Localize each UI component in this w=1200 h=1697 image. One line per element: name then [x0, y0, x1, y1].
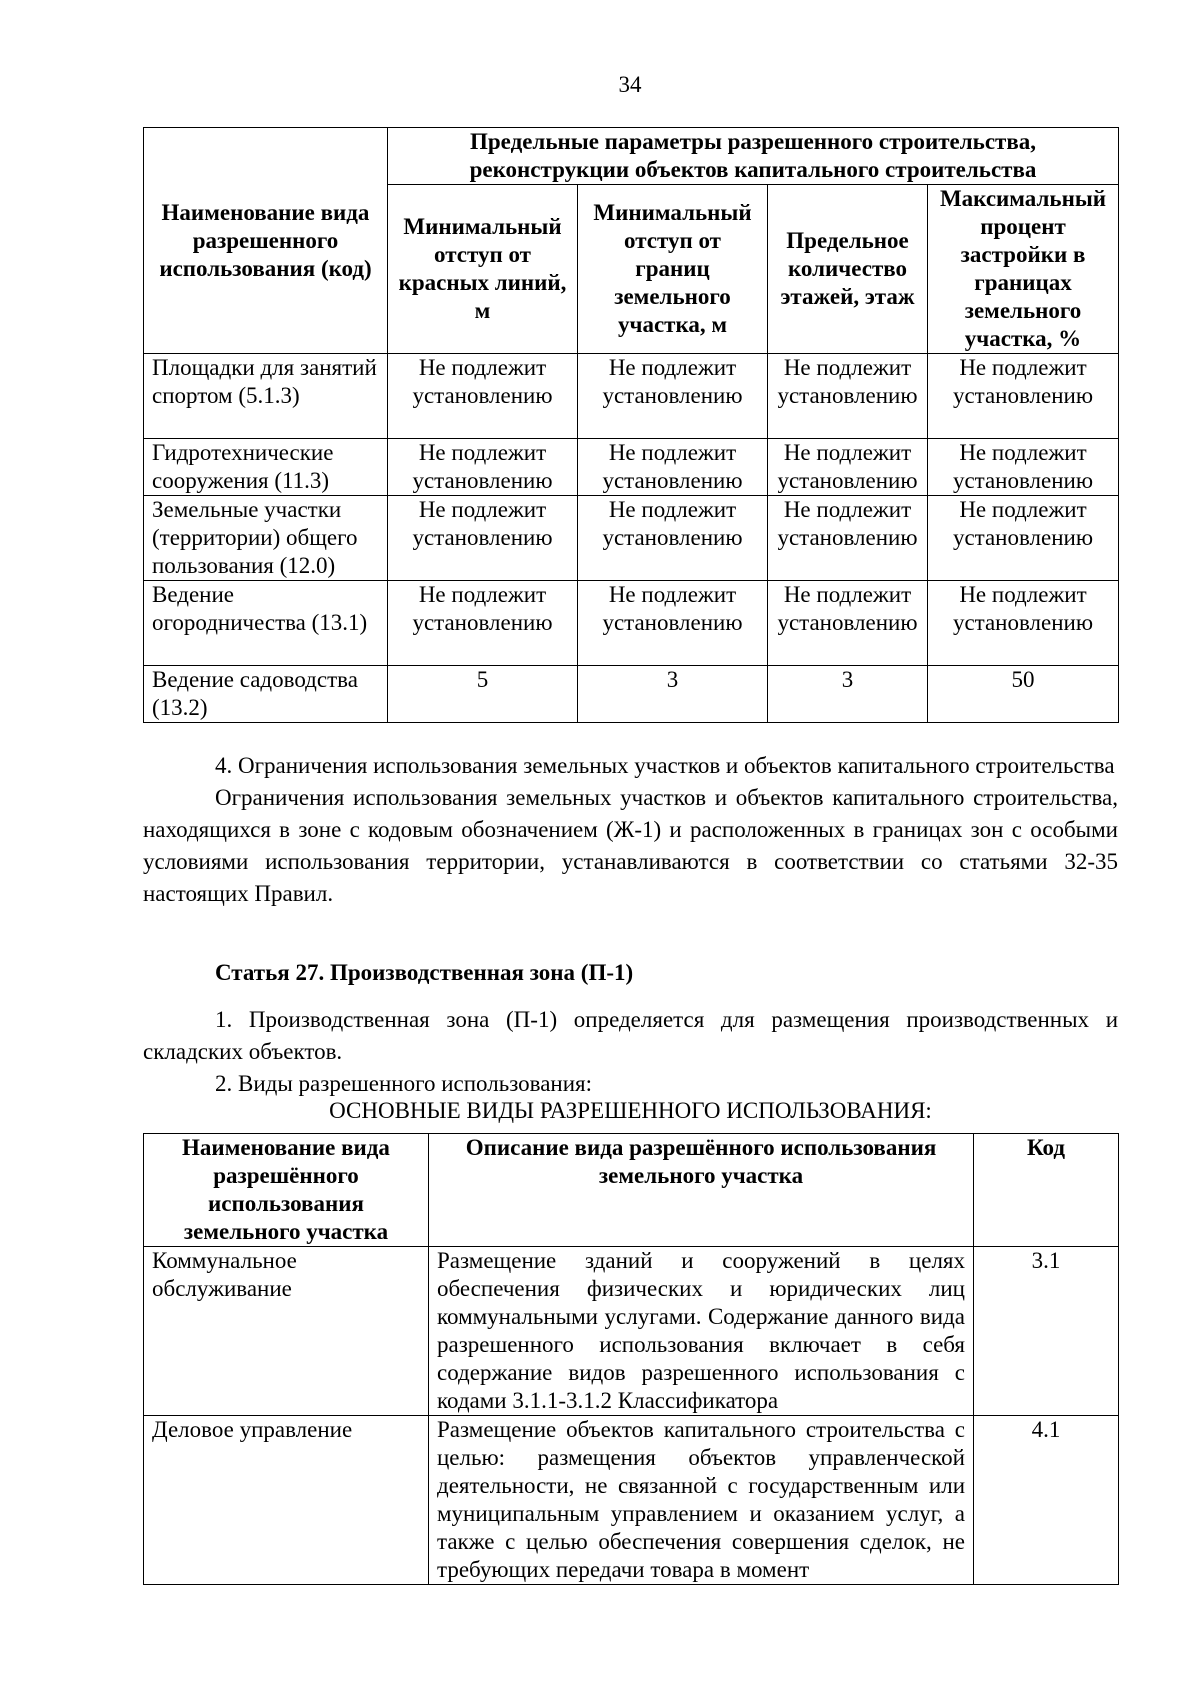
row-name: Гидротехнические сооружения (11.3): [144, 439, 388, 496]
row-value: Не подлежит установлению: [768, 439, 928, 496]
header-col-red-lines: Минимальный отступ от красных линий, м: [388, 185, 578, 354]
header-col-coverage: Максимальный процент застройки в границах земельного участка, %: [928, 185, 1119, 354]
row-value: 5: [388, 666, 578, 723]
row-name: Ведение садоводства (13.2): [144, 666, 388, 723]
row-name: Площадки для занятий спортом (5.1.3): [144, 354, 388, 439]
section-4-text: Ограничения использования земельных участков и объектов капитального строительства, находящихся в зоне с кодовым обозначением (Ж-1) и расположенных в границах зон с особыми условиями использования территории, устанавливаются в соответствии со статьями 32-35 настоящих Правил.: [143, 785, 1118, 906]
row-value: 3: [578, 666, 768, 723]
row-value: Не подлежит установлению: [768, 354, 928, 439]
header-use-code: Код: [974, 1134, 1119, 1247]
row-name: Земельные участки (территории) общего пользования (12.0): [144, 496, 388, 581]
table-row: [144, 496, 1119, 581]
row-value: Не подлежит установлению: [578, 496, 768, 581]
row-value: 50: [928, 666, 1119, 723]
row-value: Не подлежит установлению: [928, 496, 1119, 581]
row-value: Не подлежит установлению: [578, 439, 768, 496]
header-use-description: Описание вида разрешённого использования земельного участка: [429, 1134, 974, 1247]
header-col-floors: Предельное количество этажей, этаж: [768, 185, 928, 354]
table-row: [144, 666, 1119, 723]
header-group: Предельные параметры разрешенного строительства, реконструкции объектов капитального строительства: [388, 128, 1119, 185]
table-row: [144, 1247, 1119, 1416]
row-value: Не подлежит установлению: [388, 354, 578, 439]
row-value: Не подлежит установлению: [578, 354, 768, 439]
paragraph-1: 1. Производственная зона (П-1) определяется для размещения производственных и складских объектов.: [143, 1007, 1118, 1064]
row-value: Не подлежит установлению: [388, 496, 578, 581]
table-row: [144, 439, 1119, 496]
paragraph-2: 2. Виды разрешенного использования:: [215, 1071, 592, 1096]
use-code: 3.1: [974, 1247, 1119, 1416]
row-value: Не подлежит установлению: [928, 439, 1119, 496]
parameters-table: [143, 127, 1119, 723]
header-use-name: Наименование вида разрешённого использования земельного участка: [144, 1134, 429, 1247]
header-name: Наименование вида разрешенного использования (код): [144, 128, 388, 354]
row-value: Не подлежит установлению: [768, 496, 928, 581]
row-name: Ведение огородничества (13.1): [144, 581, 388, 666]
section-4: [143, 750, 1118, 910]
row-value: Не подлежит установлению: [928, 581, 1119, 666]
row-value: Не подлежит установлению: [388, 439, 578, 496]
table-row: [144, 354, 1119, 439]
row-value: Не подлежит установлению: [578, 581, 768, 666]
table2-caption: ОСНОВНЫЕ ВИДЫ РАЗРЕШЕННОГО ИСПОЛЬЗОВАНИЯ:: [329, 1098, 932, 1123]
article-title: Статья 27. Производственная зона (П-1): [215, 960, 634, 985]
row-value: Не подлежит установлению: [928, 354, 1119, 439]
use-code: 4.1: [974, 1416, 1119, 1585]
table-row: [144, 1416, 1119, 1585]
row-value: Не подлежит установлению: [768, 581, 928, 666]
use-description: Размещение объектов капитального строительства с целью: размещения объектов управленческой деятельности, не связанной с государственным или муниципальным управлением и оказанием услуг, а также с целью обеспечения совершения сделок, не требующих передачи товара в момент: [429, 1416, 974, 1585]
page-number: 34: [618, 72, 642, 97]
use-description: Размещение зданий и сооружений в целях обеспечения физических и юридических лиц коммунальными услугами. Содержание данного вида разрешенного использования включает в себя содержание видов разрешенного использования с кодами 3.1.1-3.1.2 Классификатора: [429, 1247, 974, 1416]
article-body: [143, 1004, 1118, 1100]
row-value: Не подлежит установлению: [388, 581, 578, 666]
permitted-uses-table: [143, 1133, 1119, 1585]
use-name: Коммунальное обслуживание: [144, 1247, 429, 1416]
header-col-boundaries: Минимальный отступ от границ земельного участка, м: [578, 185, 768, 354]
table-row: [144, 581, 1119, 666]
use-name: Деловое управление: [144, 1416, 429, 1585]
section-4-title: 4. Ограничения использования земельных участков и объектов капитального строительства: [215, 753, 1115, 778]
row-value: 3: [768, 666, 928, 723]
